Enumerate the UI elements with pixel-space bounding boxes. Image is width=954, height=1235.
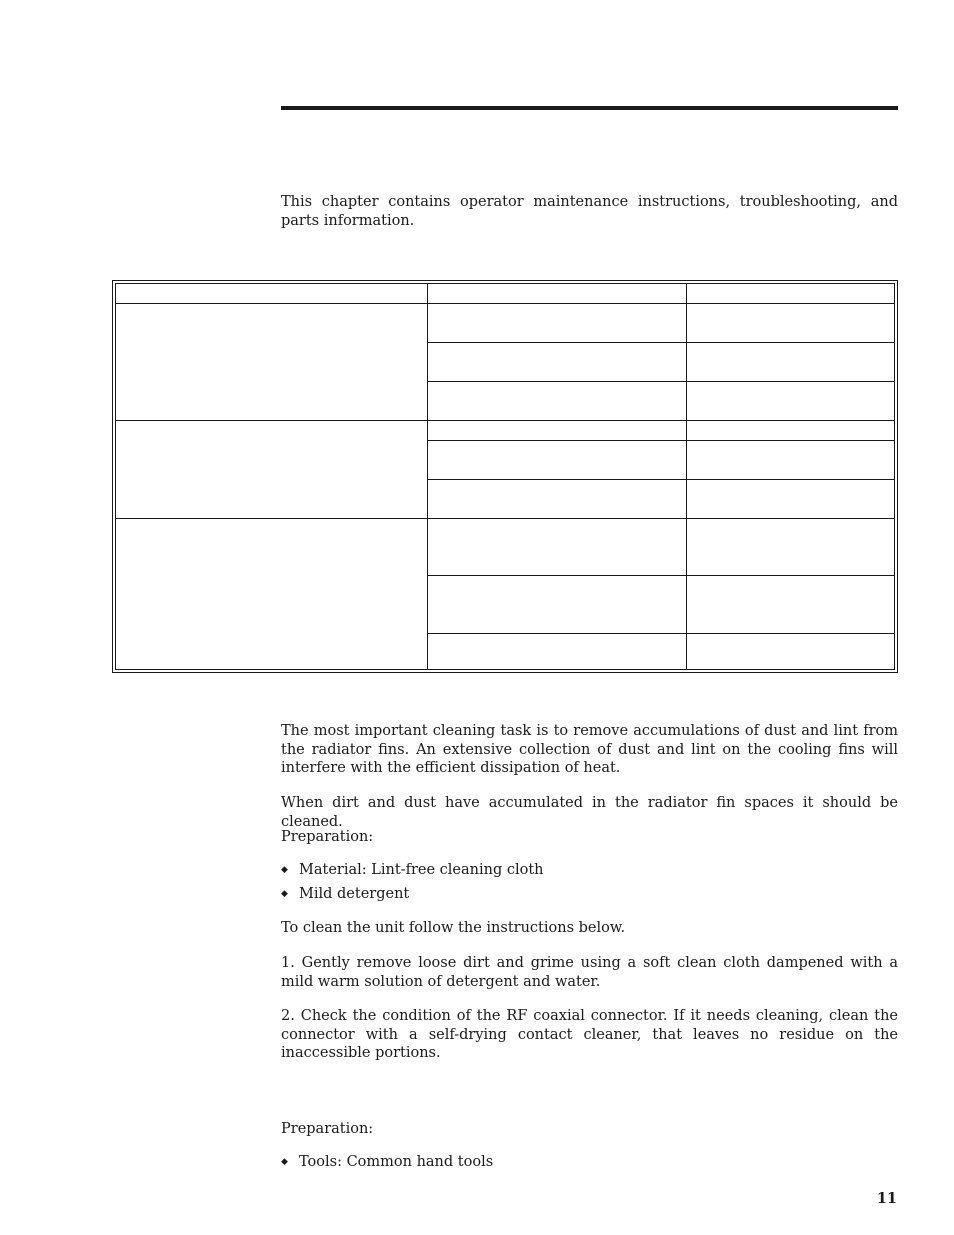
material-list-item: [281, 861, 898, 880]
diamond-bullet-icon: ◆: [281, 865, 288, 875]
diamond-bullet-icon: ◆: [281, 889, 288, 899]
table-row-divider: [427, 633, 894, 634]
material-text: Mild detergent: [299, 886, 410, 902]
repair-preparation-label: Preparation:: [281, 1121, 374, 1137]
maintenance-table-inner: [115, 283, 895, 670]
table-row-divider: [427, 440, 894, 441]
table-group-divider: [116, 518, 894, 519]
chapter-rule: [281, 106, 898, 110]
diamond-bullet-icon: ◆: [281, 1157, 288, 1167]
tool-list-item: [281, 1153, 898, 1172]
table-row-divider: [427, 575, 894, 576]
table-group-divider: [116, 420, 894, 421]
cleaning-step-2: 2. Check the condition of the RF coaxial connector. If it needs cleaning, clean the connector with a self-drying contact cleaner, that leaves no residue on the inaccessible portions.: [281, 1008, 898, 1061]
page-number: 11: [876, 1190, 897, 1207]
tool-text: Tools: Common hand tools: [299, 1154, 494, 1170]
table-row-divider: [427, 342, 894, 343]
intro-paragraph: This chapter contains operator maintenance instructions, troubleshooting, and parts information.: [281, 194, 898, 229]
cleaning-preparation-label: Preparation:: [281, 829, 374, 845]
table-row-divider: [427, 381, 894, 382]
cleaning-paragraph-1: The most important cleaning task is to remove accumulations of dust and lint from the radiator fins. An extensive collection of dust and lint on the cooling fins will interfere with the efficient dissipation of heat.: [281, 723, 898, 776]
cleaning-instructions-intro: To clean the unit follow the instructions below.: [281, 920, 626, 936]
table-header-divider: [116, 303, 894, 304]
table-row-divider: [427, 479, 894, 480]
cleaning-paragraph-2: When dirt and dust have accumulated in the radiator fin spaces it should be cleaned.: [281, 795, 898, 830]
material-text: Material: Lint-free cleaning cloth: [299, 862, 544, 878]
maintenance-table: [112, 280, 898, 673]
cleaning-step-1: 1. Gently remove loose dirt and grime using a soft clean cloth dampened with a mild warm solution of detergent and water.: [281, 955, 898, 990]
material-list-item: [281, 885, 898, 904]
